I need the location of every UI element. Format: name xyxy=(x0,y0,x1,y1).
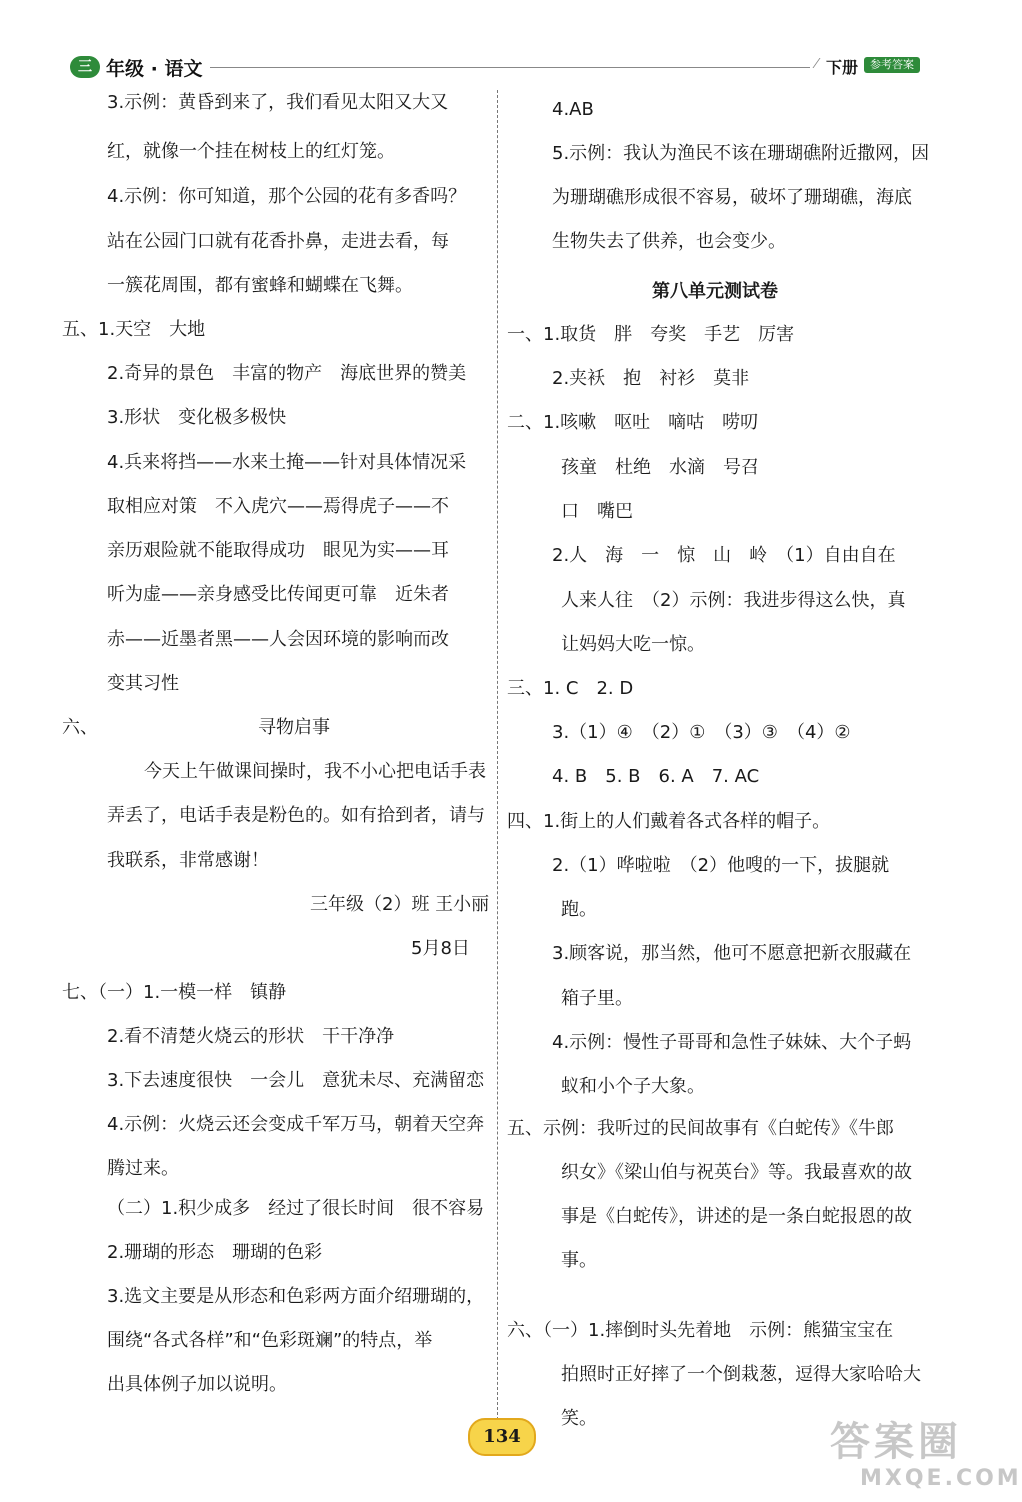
answer-line: 2.夹袄 抱 衬衫 莫非 xyxy=(552,368,750,389)
answer-line: 4. B 5. B 6. A 7. AC xyxy=(552,766,760,787)
answer-line: 让妈妈大吃一惊。 xyxy=(561,634,705,655)
answer-line: 一簇花周围，都有蜜蜂和蝴蝶在飞舞。 xyxy=(107,275,413,296)
answer-line: 4.示例：慢性子哥哥和急性子妹妹、大个子蚂 xyxy=(552,1032,912,1053)
answer-line: 3.形状 变化极多极快 xyxy=(107,407,287,428)
answer-line: 3.选文主要是从形态和色彩两方面介绍珊瑚的， xyxy=(107,1286,485,1307)
answer-line: 口 嘴巴 xyxy=(561,501,633,522)
answer-line: 出具体例子加以说明。 xyxy=(107,1374,287,1395)
answer-line: 站在公园门口就有花香扑鼻，走进去看，每 xyxy=(107,231,449,252)
answer-line: 听为虚——亲身感受比传闻更可靠 近朱者 xyxy=(107,584,449,605)
section-line: 二、1.咳嗽 呕吐 嘀咕 唠叨 xyxy=(507,412,759,433)
header-rule-bend xyxy=(798,58,820,68)
notice-body: 今天上午做课间操时，我不小心把电话手表 xyxy=(144,761,486,782)
unit-test-title: 第八单元测试卷 xyxy=(652,281,778,302)
answer-line: 4.示例：火烧云还会变成千军万马，朝着天空奔 xyxy=(107,1114,485,1135)
answer-line: 织女》《梁山伯与祝英台》等。我最喜欢的故 xyxy=(561,1162,912,1183)
answer-line: 围绕“各式各样”和“色彩斑斓”的特点，举 xyxy=(107,1330,433,1351)
answer-line: 跑。 xyxy=(561,899,597,920)
answer-line: （二）1.积少成多 经过了很长时间 很不容易 xyxy=(107,1198,485,1219)
answer-line: 4.AB xyxy=(552,99,594,120)
grade-badge: 三 xyxy=(70,56,100,78)
notice-date: 5月8日 xyxy=(411,938,470,959)
header-volume: 下册 xyxy=(826,58,859,77)
answer-line: 变其习性 xyxy=(107,673,179,694)
answer-line: 亲历艰险就不能取得成功 眼见为实——耳 xyxy=(107,540,449,561)
section-line: 五、1.天空 大地 xyxy=(62,319,206,340)
watermark-text: 答案圈 xyxy=(830,1419,962,1465)
answer-line: 2.珊瑚的形态 珊瑚的色彩 xyxy=(107,1242,323,1263)
answers-badge: 参考答案 xyxy=(864,57,920,73)
answer-line: 4.示例：你可知道，那个公园的花有多香吗？ xyxy=(107,186,467,207)
answer-line: 箱子里。 xyxy=(561,988,633,1009)
section-line: 四、1.街上的人们戴着各式各样的帽子。 xyxy=(507,811,831,832)
answer-line: 3.下去速度很快 一会儿 意犹未尽、充满留恋 xyxy=(107,1070,485,1091)
notice-signature: 三年级（2）班 王小丽 xyxy=(310,894,490,915)
answer-line: 事。 xyxy=(561,1250,597,1271)
answer-line: 为珊瑚礁形成很不容易，破坏了珊瑚礁，海底 xyxy=(552,187,912,208)
answer-line: 3.顾客说，那当然，他可不愿意把新衣服藏在 xyxy=(552,943,912,964)
section-line: 七、（一）1.一模一样 镇静 xyxy=(62,982,287,1003)
watermark-logo xyxy=(820,1410,1022,1500)
answer-line: 2.人 海 一 惊 山 岭 （1）自由自在 xyxy=(552,545,896,566)
section-line: 一、1.取货 胖 夸奖 手艺 厉害 xyxy=(507,324,795,345)
section-line: 六、（一）1.摔倒时头先着地 示例：熊猫宝宝在 xyxy=(507,1320,894,1341)
answer-line: 蚁和小个子大象。 xyxy=(561,1076,705,1097)
answer-line: 3.示例：黄昏到来了，我们看见太阳又大又 xyxy=(107,92,449,113)
answer-line: 4.兵来将挡——水来土掩——针对具体情况采 xyxy=(107,452,467,473)
section-line: 三、1. C 2. D xyxy=(507,678,634,699)
notice-body: 我联系，非常感谢！ xyxy=(107,850,269,871)
answer-line: 腾过来。 xyxy=(107,1158,179,1179)
notice-title: 寻物启事 xyxy=(258,717,330,738)
answer-line: 孩童 杜绝 水滴 号召 xyxy=(561,457,759,478)
answer-line: 2.奇异的景色 丰富的物产 海底世界的赞美 xyxy=(107,363,467,384)
page-header xyxy=(0,0,1000,90)
header-title: 年级 · 语文 xyxy=(106,58,203,80)
section-line: 六、 xyxy=(62,717,98,738)
column-divider xyxy=(497,90,498,1430)
answer-line: 生物失去了供养，也会变少。 xyxy=(552,231,786,252)
answer-line: 2.（1）哗啦啦 （2）他嗖的一下，拔腿就 xyxy=(552,855,890,876)
answer-line: 取相应对策 不入虎穴——焉得虎子——不 xyxy=(107,496,449,517)
answer-line: 拍照时正好摔了一个倒栽葱，逗得大家哈哈大 xyxy=(561,1364,921,1385)
answer-line: 事是《白蛇传》，讲述的是一条白蛇报恩的故 xyxy=(561,1206,912,1227)
header-rule xyxy=(210,67,810,68)
notice-body: 弄丢了，电话手表是粉色的。如有拾到者，请与 xyxy=(107,805,485,826)
answer-line: 人来人往 （2）示例：我进步得这么快，真 xyxy=(561,590,906,611)
section-line: 五、示例：我听过的民间故事有《白蛇传》《牛郎 xyxy=(507,1118,894,1139)
answer-line: 笑。 xyxy=(561,1408,597,1429)
answer-line: 红，就像一个挂在树枝上的红灯笼。 xyxy=(107,141,395,162)
page-number: 134 xyxy=(468,1418,536,1456)
answer-line: 2.看不清楚火烧云的形状 干干净净 xyxy=(107,1026,395,1047)
answer-line: 赤——近墨者黑——人会因环境的影响而改 xyxy=(107,629,449,650)
watermark-url: MXQE.COM xyxy=(860,1466,1022,1491)
answer-line: 3.（1）④ （2）① （3）③ （4）② xyxy=(552,722,851,743)
answer-line: 5.示例：我认为渔民不该在珊瑚礁附近撒网，因 xyxy=(552,143,930,164)
